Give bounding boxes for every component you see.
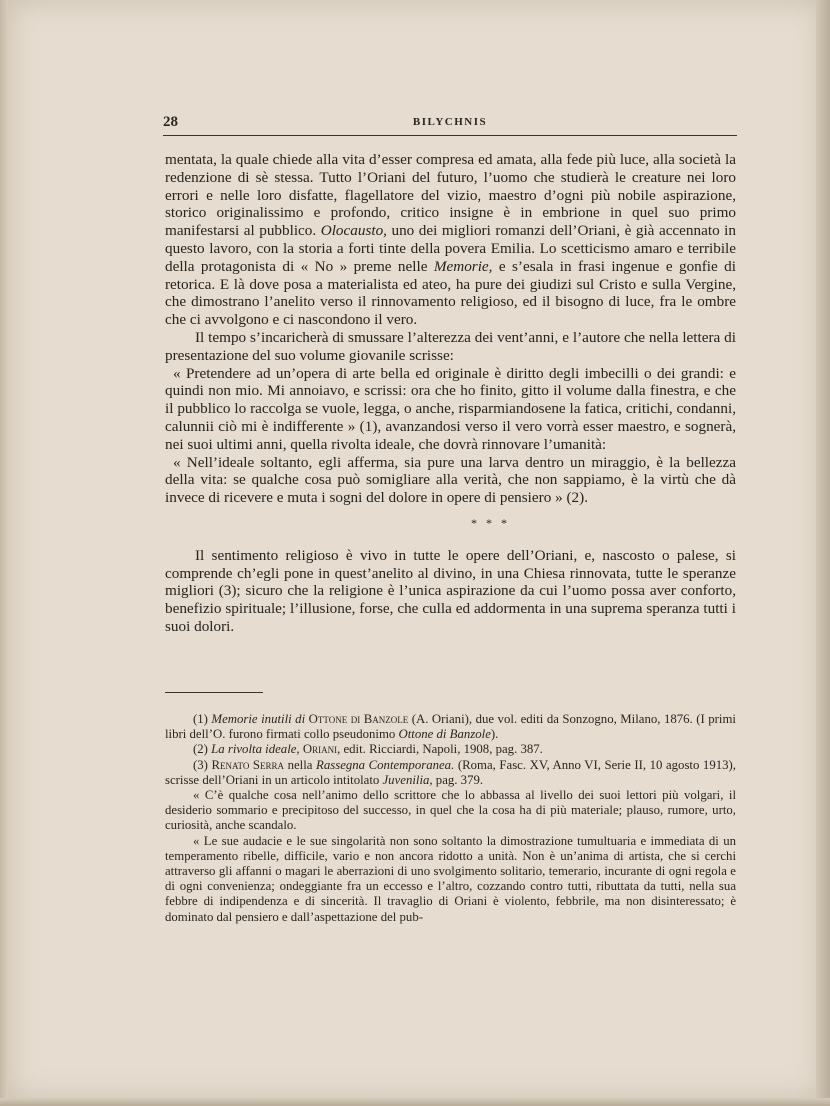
footnote-1-text: (A. Oriani), due vol. editi da Sonzogno, Milano, 1876. (I primi libri dell’O. furono firmati collo pseudonimo (165, 712, 736, 742)
footnote-quote-2: « Le sue audacie e le sue singolarità non sono soltanto la dimostrazione tumultuaria e immediata di un temperamento ribelle, difficile, vario e non ancora ridotto a unità. Non è un’anima di artista, che si cerchi attraverso gli affanni o magari le aberrazioni di uno svolgimento solitario, temerario, incurante di ogni regola e di ogni convenienza; ondeggiante fra un eccesso e l’altro, cozzando contro tutti, ributtata da tutti, nella sua febbre di indipendenza e di sincerità. Il travaglio di Oriani è violento, febbrile, ma non disinteressato; è dominato dal pensiero e dall’aspettazione del pub- (165, 833, 736, 924)
footnote-2-title: La rivolta ideale, (211, 742, 300, 757)
footnote-2-text: edit. Ricciardi, Napoli, 1908, pag. 387. (340, 742, 543, 757)
page-edge-right (816, 0, 830, 1106)
footnote-1 (165, 712, 736, 742)
footnote-3-marker: (3) (193, 757, 212, 772)
footnote-1-title: Memorie inutili di (211, 712, 306, 726)
footnote-rule (165, 692, 263, 693)
footnote-3 (165, 758, 736, 788)
footnote-3-text: (Roma, Fasc. XV, Anno VI, Serie II, 10 agosto 1913), scrisse dell’Oriani in un articolo intitolato (165, 757, 736, 787)
footnote-1-marker: (1) (193, 712, 212, 726)
footnote-1-end: ). (490, 727, 499, 742)
footnote-3-end: pag. 379. (432, 772, 484, 787)
page-edge-bottom (0, 1098, 830, 1106)
paragraph-1-end: e s’esala in frasi ingenue e gonfie di retorica. E là dove posa a materialista ed ateo, ha pure dei giudizi sul Cristo e sulla Vergine, che dimostrano l’anelito verso il rinnovamento religioso, ed il bisogno di luce, fra le ombre che ci avvolgono e ci nascondono il vero. (165, 257, 736, 329)
page-number: 28 (163, 114, 178, 130)
footnotes (165, 712, 736, 925)
quote-2: « Nell’ideale soltanto, egli afferma, sia pure una larva dentro un miraggio, è la bellezza della vita: se qualche cosa può somigliare alla verità, che non sappiamo, è la virtù che dà invece di ricevere e muta i sogni del dolore in opere di pensiero » (2). (165, 453, 736, 507)
footnote-2-author: Oriani, (299, 742, 341, 757)
footnote-3-article: Juvenilia, (382, 772, 433, 787)
footnote-1-author: Ottone di Banzole (305, 712, 409, 726)
paragraph-1-text: mentata, la quale chiede alla vita d’esser compresa ed amata, alla fede più luce, alla società la redenzione di sè stessa. Tutto l’Oriani del futuro, l’uomo che studierà le creature nei loro errori e nelle loro disfatte, flagellatore del vizio, maestro d’ogni più nobile aspirazione, storico originalissimo e profondo, critico insigne è in embrione in quel suo primo manifestarsi al pubblico. (165, 151, 736, 240)
footnote-2 (165, 742, 736, 757)
running-header (163, 112, 737, 134)
section-separator: * * * (471, 515, 510, 530)
main-text (165, 151, 736, 636)
italic-title-memorie: Memorie, (433, 257, 493, 275)
footnote-1-pseudonym: Ottone di Banzole (398, 727, 491, 742)
header-rule (163, 135, 737, 136)
footnote-3-author: Renato Serra (211, 757, 285, 772)
paragraph-1 (165, 151, 736, 329)
running-title: BILYCHNIS (412, 116, 488, 128)
footnote-quote-1: « C’è qualche cosa nell’animo dello scrittore che lo abbassa al livello dei suoi lettori più volgari, il desiderio sommario e precipitoso del successo, in quel che la cosa ha di più materiale; plauso, rumore, urto, curiosità, anche scandalo. (165, 788, 736, 833)
italic-title-olocausto: Olocausto, (320, 222, 387, 240)
footnote-3-connector: nella (284, 757, 317, 772)
paragraph-3: Il sentimento religioso è vivo in tutte le opere dell’Oriani, e, nascosto o palese, si comprende ch’egli pone in quest’anelito al divino, in una Chiesa rinnovata, tutte le speranze migliori (3); sicuro che la religione è l’unica aspirazione da cui l’uomo possa aver conforto, benefizio spirituale; l’illusione, forse, che culla ed addormenta in una suprema speranza tutti i suoi dolori. (165, 546, 736, 635)
footnote-3-journal: Rassegna Contemporanea. (316, 757, 455, 772)
footnote-2-marker: (2) (193, 742, 212, 757)
paragraph-2: Il tempo s’incaricherà di smussare l’alterezza dei vent’anni, e l’autore che nella lettera di presentazione del suo volume giovanile scrisse: (165, 328, 736, 364)
quote-1: « Pretendere ad un’opera di arte bella ed originale è diritto degli imbecilli o dei grandi: e quindi non mio. Mi annoiavo, e scrissi: ora che ho finito, gitto il volume dalla finestra, e che il pubblico lo raccolga se vuole, legga, o anche, risparmiandosene la fatica, critichi, condanni, calunnii ciò mi è indifferente » (1), avanzandosi verso il vero vorrà esser maestro, e sognerà, nei suoi ultimi anni, quella rivolta ideale, che dovrà rinnovare l’umanità: (165, 364, 736, 453)
paragraph-1-continued: uno dei migliori romanzi dell’Oriani, è già accennato in questo lavoro, con la storia a forti tinte della povera Emilia. Lo scetticismo amaro e terribile della protagonista di « No » preme nelle (165, 222, 737, 275)
